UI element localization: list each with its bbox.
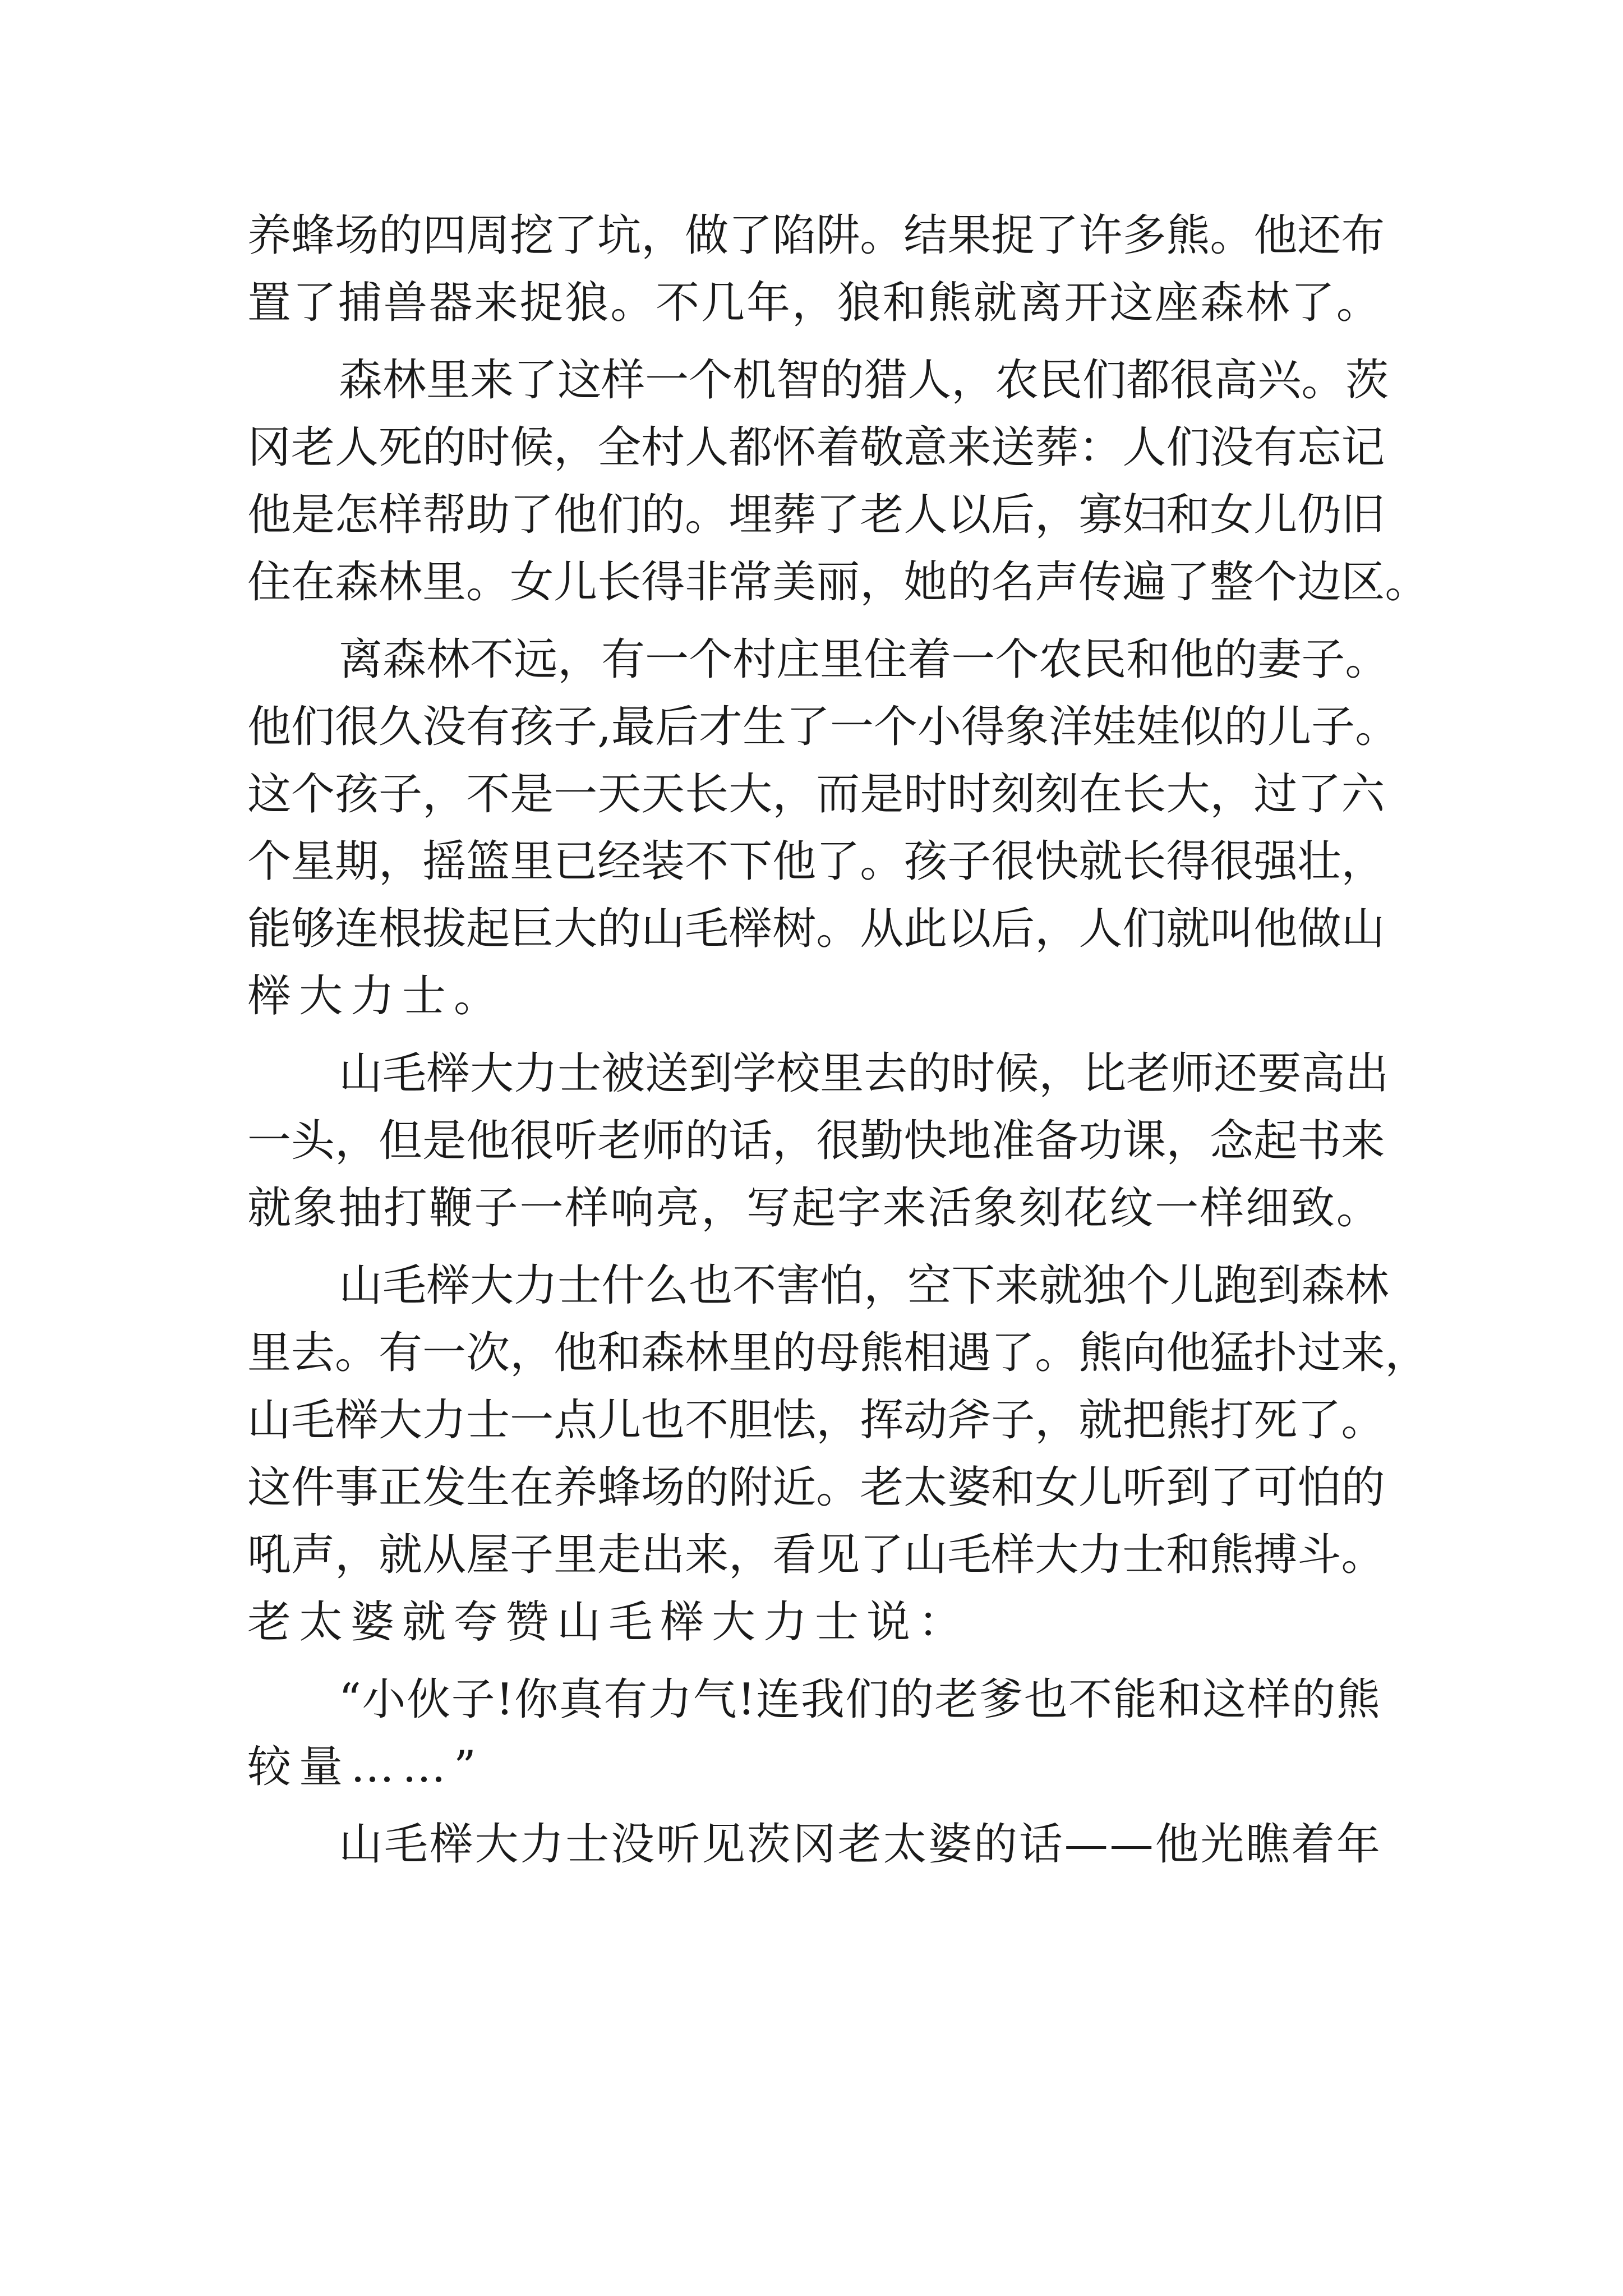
text-line: 吼 声 ， 就 从 屋 子 里 走 出 来 ， 看 见 了 山 毛 样 大 力 士 和 熊 搏 斗 。 — [247, 1530, 1385, 1580]
text-line: 较量……” — [247, 1742, 484, 1792]
text-line: 他 们 很 久 没 有 孩 子 , 最 后 才 生 了 一 个 小 得 象 洋 娃 娃 似 的 儿 子 。 — [247, 702, 1399, 752]
text-line: 榉大力士。 — [247, 971, 506, 1022]
text-line: 住 在 森 林 里 。 女 儿 长 得 非 常 美 丽 ， 她 的 名 声 传 遍 了 整 个 边 区 。 — [247, 557, 1429, 608]
text-line: 里 去 。 有 一 次 ， 他 和 森 林 里 的 母 熊 相 遇 了 。 熊 向 他 猛 扑 过 来 ， — [247, 1328, 1429, 1378]
text-line: 个 星 期 ， 摇 篮 里 已 经 装 不 下 他 了 。 孩 子 很 快 就 长 得 很 强 壮 ， — [247, 836, 1385, 887]
text-line: 山 毛 榉 大 力 士 没 听 见 茨 冈 老 太 婆 的 话 — — 他 光 瞧 着 年 — [339, 1819, 1380, 1870]
text-line: 山 毛 榉 大 力 士 被 送 到 学 校 里 去 的 时 候 ， 比 老 师 还 要 高 出 — [339, 1048, 1389, 1099]
text-line: 森 林 里 来 了 这 样 一 个 机 智 的 猎 人 ， 农 民 们 都 很 高 兴 。 茨 — [339, 355, 1389, 406]
text-line: 一 头 ， 但 是 他 很 听 老 师 的 话 ， 很 勤 快 地 准 备 功 课 ， 念 起 书 来 — [247, 1116, 1385, 1166]
text-line: 就 象 抽 打 鞭 子 一 样 响 亮 ， 写 起 字 来 活 象 刻 花 纹 一 样 细 致 。 — [247, 1183, 1380, 1234]
text-line: 老太婆就夸赞山毛榉大力士说： — [247, 1597, 970, 1648]
text-line: 置 了 捕 兽 器 来 捉 狼 。 不 几 年 ， 狼 和 熊 就 离 开 这 座 森 林 了 。 — [247, 278, 1380, 328]
text-line: 山 毛 榉 大 力 士 什 么 也 不 害 怕 ， 空 下 来 就 独 个 儿 跑 到 森 林 — [339, 1260, 1389, 1311]
text-line: “ 小 伙 子 ! 你 真 有 力 气 ! 连 我 们 的 老 爹 也 不 能 和 这 样 的 熊 — [339, 1674, 1380, 1725]
text-line: 能 够 连 根 拔 起 巨 大 的 山 毛 榉 树 。 从 此 以 后 ， 人 们 就 叫 他 做 山 — [247, 904, 1385, 954]
text-line: 山 毛 榉 大 力 士 一 点 儿 也 不 胆 怯 ， 挥 动 斧 子 ， 就 把 熊 打 死 了 。 — [247, 1395, 1385, 1446]
text-line: 冈 老 人 死 的 时 候 ， 全 村 人 都 怀 着 敬 意 来 送 葬 ： 人 们 没 有 忘 记 — [247, 422, 1385, 473]
text-line: 这 件 事 正 发 生 在 养 蜂 场 的 附 近 。 老 太 婆 和 女 儿 听 到 了 可 怕 的 — [247, 1462, 1385, 1513]
text-line: 这 个 孩 子 ， 不 是 一 天 天 长 大 ， 而 是 时 时 刻 刻 在 长 大 ， 过 了 六 — [247, 769, 1385, 820]
text-line: 离 森 林 不 远 ， 有 一 个 村 庄 里 住 着 一 个 农 民 和 他 的 妻 子 。 — [339, 634, 1389, 685]
text-line: 养 蜂 场 的 四 周 挖 了 坑 ， 做 了 陷 阱 。 结 果 捉 了 许 多 熊 。 他 还 布 — [247, 210, 1385, 261]
text-line: 他 是 怎 样 帮 助 了 他 们 的 。 埋 葬 了 老 人 以 后 ， 寡 妇 和 女 儿 仍 旧 — [247, 490, 1385, 540]
